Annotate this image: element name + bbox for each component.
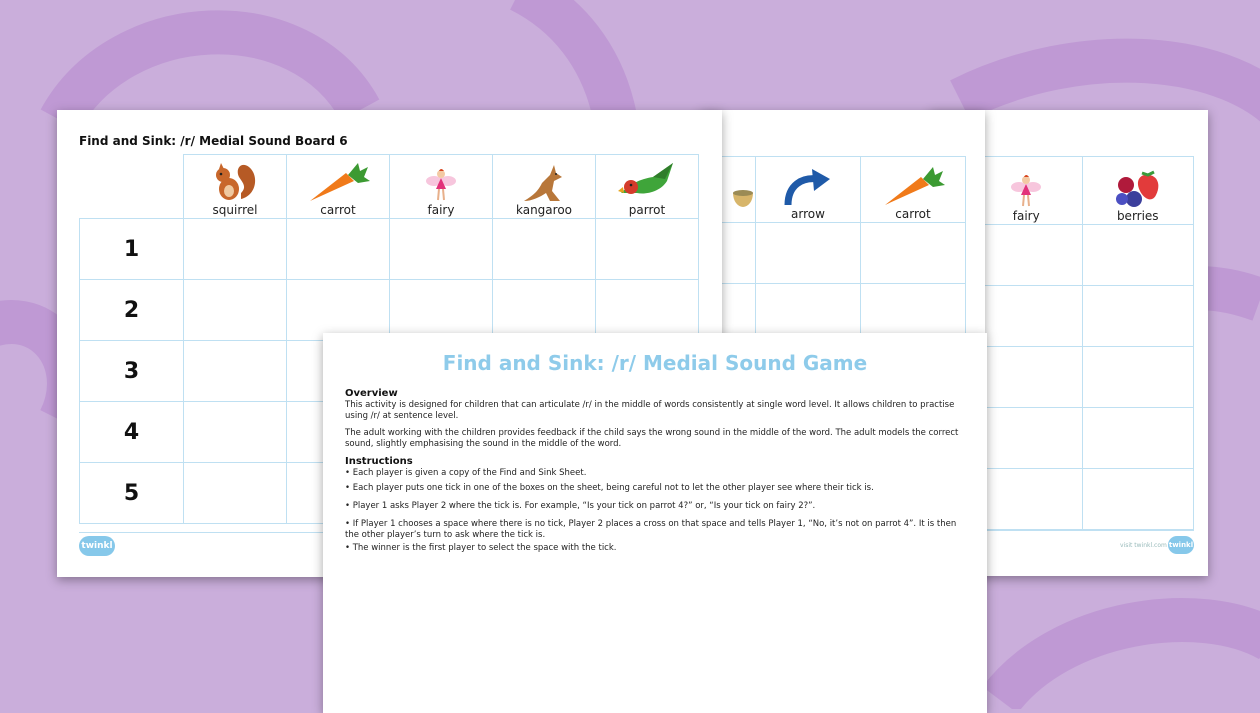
word-label-fairy: fairy: [1012, 209, 1040, 223]
board-sheet-middle: [700, 110, 985, 335]
word-label-arrow: arrow: [791, 207, 825, 221]
overview-paragraph: The adult working with the children provides feedback if the child says the wrong sound in the middle of the word. The adult models the correct sound, slightly emphasising the sound in the middle of the word.: [345, 428, 959, 449]
row-number: 5: [80, 463, 184, 524]
instructions-heading: Instructions: [345, 456, 413, 467]
kangaroo-icon: [520, 161, 568, 203]
word-label-parrot: parrot: [628, 203, 666, 217]
row-number: 1: [80, 219, 184, 280]
arrow-icon: [782, 167, 834, 207]
grid-cell[interactable]: [971, 408, 1083, 469]
grid-cell[interactable]: [756, 223, 861, 284]
row-number: 2: [80, 280, 184, 341]
grid-cell[interactable]: [971, 469, 1083, 530]
grid-cell[interactable]: [861, 284, 966, 336]
word-label-squirrel: squirrel: [212, 203, 258, 217]
twinkl-logo: twinkl: [1168, 536, 1194, 554]
overview-paragraph: This activity is designed for children that can articulate /r/ in the middle of words consistently at single word level. It allows children to practise using /r/ at sentence level.: [345, 400, 955, 421]
grid-cell[interactable]: [184, 341, 287, 402]
instruction-step: • Each player is given a copy of the Find and Sink Sheet.: [345, 468, 587, 478]
sheet-url: visit twinkl.com: [1120, 542, 1167, 549]
row-number: 3: [80, 341, 184, 402]
grid-cell[interactable]: [861, 223, 966, 284]
word-label-fairy: fairy: [427, 203, 455, 217]
row-number: 4: [80, 402, 184, 463]
instruction-step: • If Player 1 chooses a space where there is no tick, Player 2 places a cross on that space and tells Player 1, “No, it’s not on parrot 4”. It is then the other player’s turn to ask where the tick is.: [345, 519, 957, 540]
grid-cell[interactable]: [184, 463, 287, 524]
overview-heading: Overview: [345, 388, 398, 399]
footer-divider: [970, 530, 1194, 531]
instruction-step: • The winner is the first player to select the space with the tick.: [345, 543, 617, 553]
squirrel-icon: [211, 161, 259, 203]
instructions-body: [345, 388, 965, 560]
instructions-title: Find and Sink: /r/ Medial Sound Game: [442, 351, 868, 375]
grid-cell[interactable]: [493, 219, 596, 280]
instruction-step: • Each player puts one tick in one of the boxes on the sheet, being careful not to let the other player see where their tick is.: [345, 483, 874, 493]
grid-cell[interactable]: [184, 280, 287, 341]
board-middle-cell-carrot: [861, 157, 966, 223]
instructions-sheet: [323, 333, 987, 713]
grid-cell[interactable]: [756, 284, 861, 336]
board-middle-cell-arrow: [756, 157, 861, 223]
board-right-cell-berries: [1082, 157, 1194, 225]
fairy-icon: [424, 167, 458, 203]
word-label-berries: berries: [1116, 209, 1159, 223]
grid-cell[interactable]: [596, 219, 699, 280]
board-right-grid: [970, 156, 1194, 530]
word-label-kangaroo: kangaroo: [515, 203, 573, 217]
grid-cell[interactable]: [1082, 225, 1194, 286]
grid-cell[interactable]: [390, 219, 493, 280]
grid-corner: [80, 155, 184, 219]
grid-cell[interactable]: [971, 347, 1083, 408]
word-label-carrot: carrot: [895, 207, 931, 221]
grid-cell[interactable]: [1082, 469, 1194, 530]
grid-cell[interactable]: [596, 280, 699, 341]
grid-cell[interactable]: [184, 219, 287, 280]
grid-cell[interactable]: [1082, 408, 1194, 469]
grid-cell[interactable]: [493, 280, 596, 341]
fairy-icon: [1009, 173, 1043, 209]
board-right-cell-fairy: [971, 157, 1083, 225]
berries-icon: [1114, 169, 1162, 209]
grid-cell[interactable]: [390, 280, 493, 341]
board-middle-grid: [700, 156, 966, 335]
grid-cell[interactable]: [1082, 286, 1194, 347]
board-left-cell-kangaroo: [493, 155, 596, 219]
board-left-cell-fairy: [390, 155, 493, 219]
instruction-step: • Player 1 asks Player 2 where the tick is. For example, “Is your tick on parrot 4?” or, “Is your tick on fairy 2?”.: [345, 501, 816, 511]
board-left-cell-squirrel: [184, 155, 287, 219]
word-label-carrot: carrot: [320, 203, 356, 217]
carrot-icon: [881, 163, 945, 207]
twinkl-logo: twinkl: [79, 536, 115, 556]
board-left-cell-parrot: [596, 155, 699, 219]
grid-cell[interactable]: [971, 286, 1083, 347]
grid-cell[interactable]: [1082, 347, 1194, 408]
board-title: Find and Sink: /r/ Medial Sound Board 6: [79, 134, 348, 148]
grid-cell[interactable]: [287, 219, 390, 280]
board-left-cell-carrot: [287, 155, 390, 219]
grid-cell[interactable]: [971, 225, 1083, 286]
parrot-icon: [617, 159, 677, 203]
grid-cell[interactable]: [287, 280, 390, 341]
carrot-icon: [306, 159, 370, 203]
grid-cell[interactable]: [184, 402, 287, 463]
